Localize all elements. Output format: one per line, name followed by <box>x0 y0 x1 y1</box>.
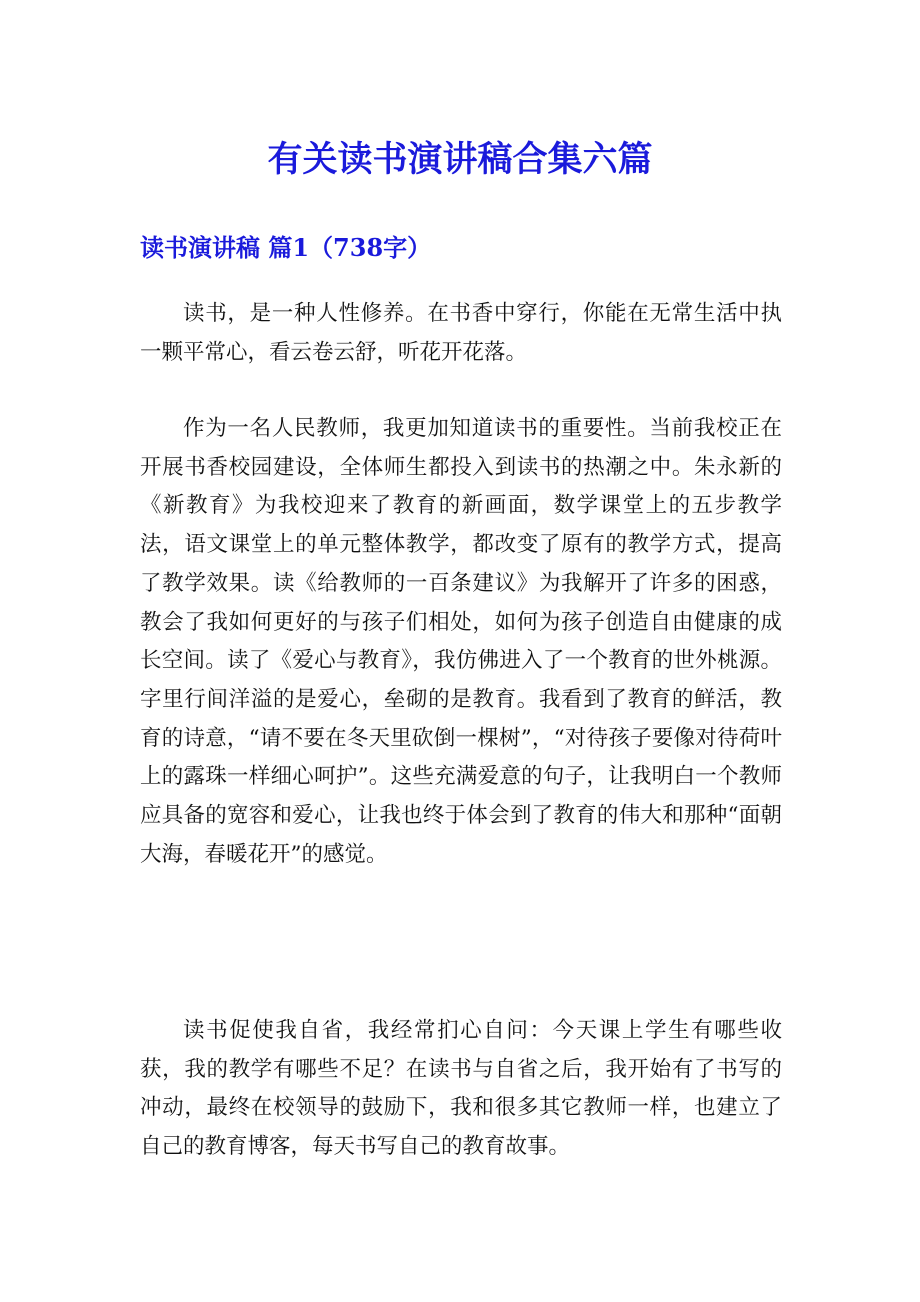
section-heading: 读书演讲稿 篇1（738字） <box>140 233 432 262</box>
paragraph-1: 读书，是一种人性修养。在书香中穿行，你能在无常生活中执一颗平常心，看云卷云舒，听花开花落。 <box>140 301 782 365</box>
paragraph-3: 读书促使我自省，我经常扪心自问：今天课上学生有哪些收获，我的教学有哪些不足？在读书与自省之后，我开始有了书写的冲动，最终在校领导的鼓励下，我和很多其它教师一样，也建立了自己的教育博客，每天书写自己的教育故事。 <box>140 1018 782 1160</box>
document-title: 有关读书演讲稿合集六篇 <box>267 139 653 180</box>
paragraph-2: 作为一名人民教师，我更加知道读书的重要性。当前我校正在开展书香校园建设，全体师生都投入到读书的热潮之中。朱永新的《新教育》为我校迎来了教育的新画面，数学课堂上的五步教学法，语文课堂上的单元整体教学，都改变了原有的教学方式，提高了教学效果。读《给教师的一百条建议》为我解开了许多的困惑，教会了我如何更好的与孩子们相处，如何为孩子创造自由健康的成长空间。读了《爱心与教育》，我仿佛进入了一个教育的世外桃源。字里行间洋溢的是爱心，垒砌的是教育。我看到了教育的鲜活，教育的诗意，“请不要在冬天里砍倒一棵树”，“对待孩子要像对待荷叶上的露珠一样细心呵护”。这些充满爱意的句子，让我明白一个教师应具备的宽容和爱心，让我也终于体会到了教育的伟大和那种“面朝大海，春暖花开”的感觉。 <box>140 416 782 867</box>
